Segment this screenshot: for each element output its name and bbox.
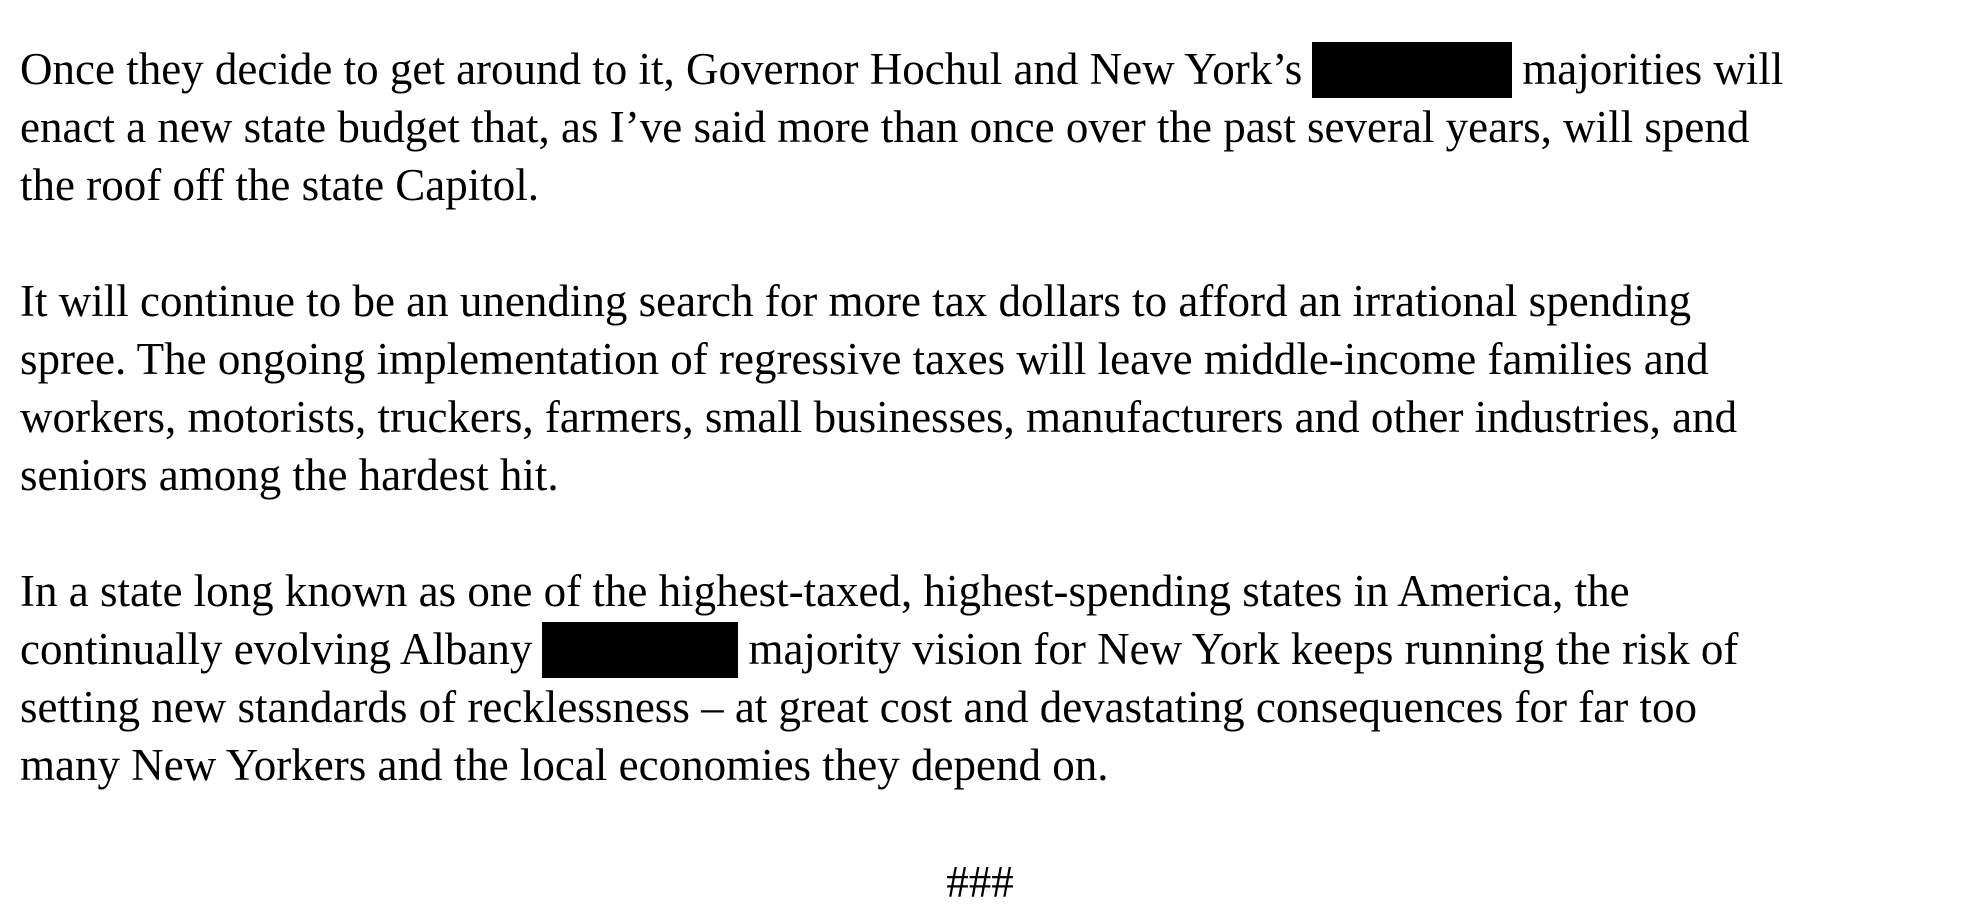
paragraph-line: workers, motorists, truckers, farmers, small businesses, manufacturers and other industries, and [20,392,1738,442]
redaction-box [542,622,738,678]
paragraph-line: setting new standards of recklessness – at great cost and devastating consequences for far too [20,682,1697,732]
paragraph-line [20,40,1980,98]
redaction-box [1312,42,1512,98]
document-body [20,40,1980,794]
paragraph-1 [20,40,1980,214]
paragraph-line: seniors among the hardest hit. [20,450,559,500]
paragraph-text: majorities will [1522,44,1784,94]
paragraph-line: enact a new state budget that, as I’ve said more than once over the past several years, will spend [20,102,1750,152]
paragraph-line: many New Yorkers and the local economies they depend on. [20,740,1109,790]
paragraph-line: the roof off the state Capitol. [20,160,540,210]
paragraph-line: In a state long known as one of the highest-taxed, highest-spending states in America, the [20,566,1630,616]
paragraph-line [20,620,1980,678]
paragraph-spacer [20,504,1980,562]
paragraph-text: continually evolving Albany [20,624,533,674]
paragraph-3 [20,562,1980,794]
paragraph-text: majority vision for New York keeps running the risk of [748,624,1739,674]
paragraph-line: It will continue to be an unending search for more tax dollars to afford an irrational spending [20,276,1692,326]
paragraph-line: spree. The ongoing implementation of regressive taxes will leave middle-income families and [20,334,1709,384]
paragraph-2 [20,272,1980,504]
end-mark: ### [946,857,1014,907]
paragraph-spacer [20,214,1980,272]
paragraph-text: Once they decide to get around to it, Governor Hochul and New York’s [20,44,1303,94]
